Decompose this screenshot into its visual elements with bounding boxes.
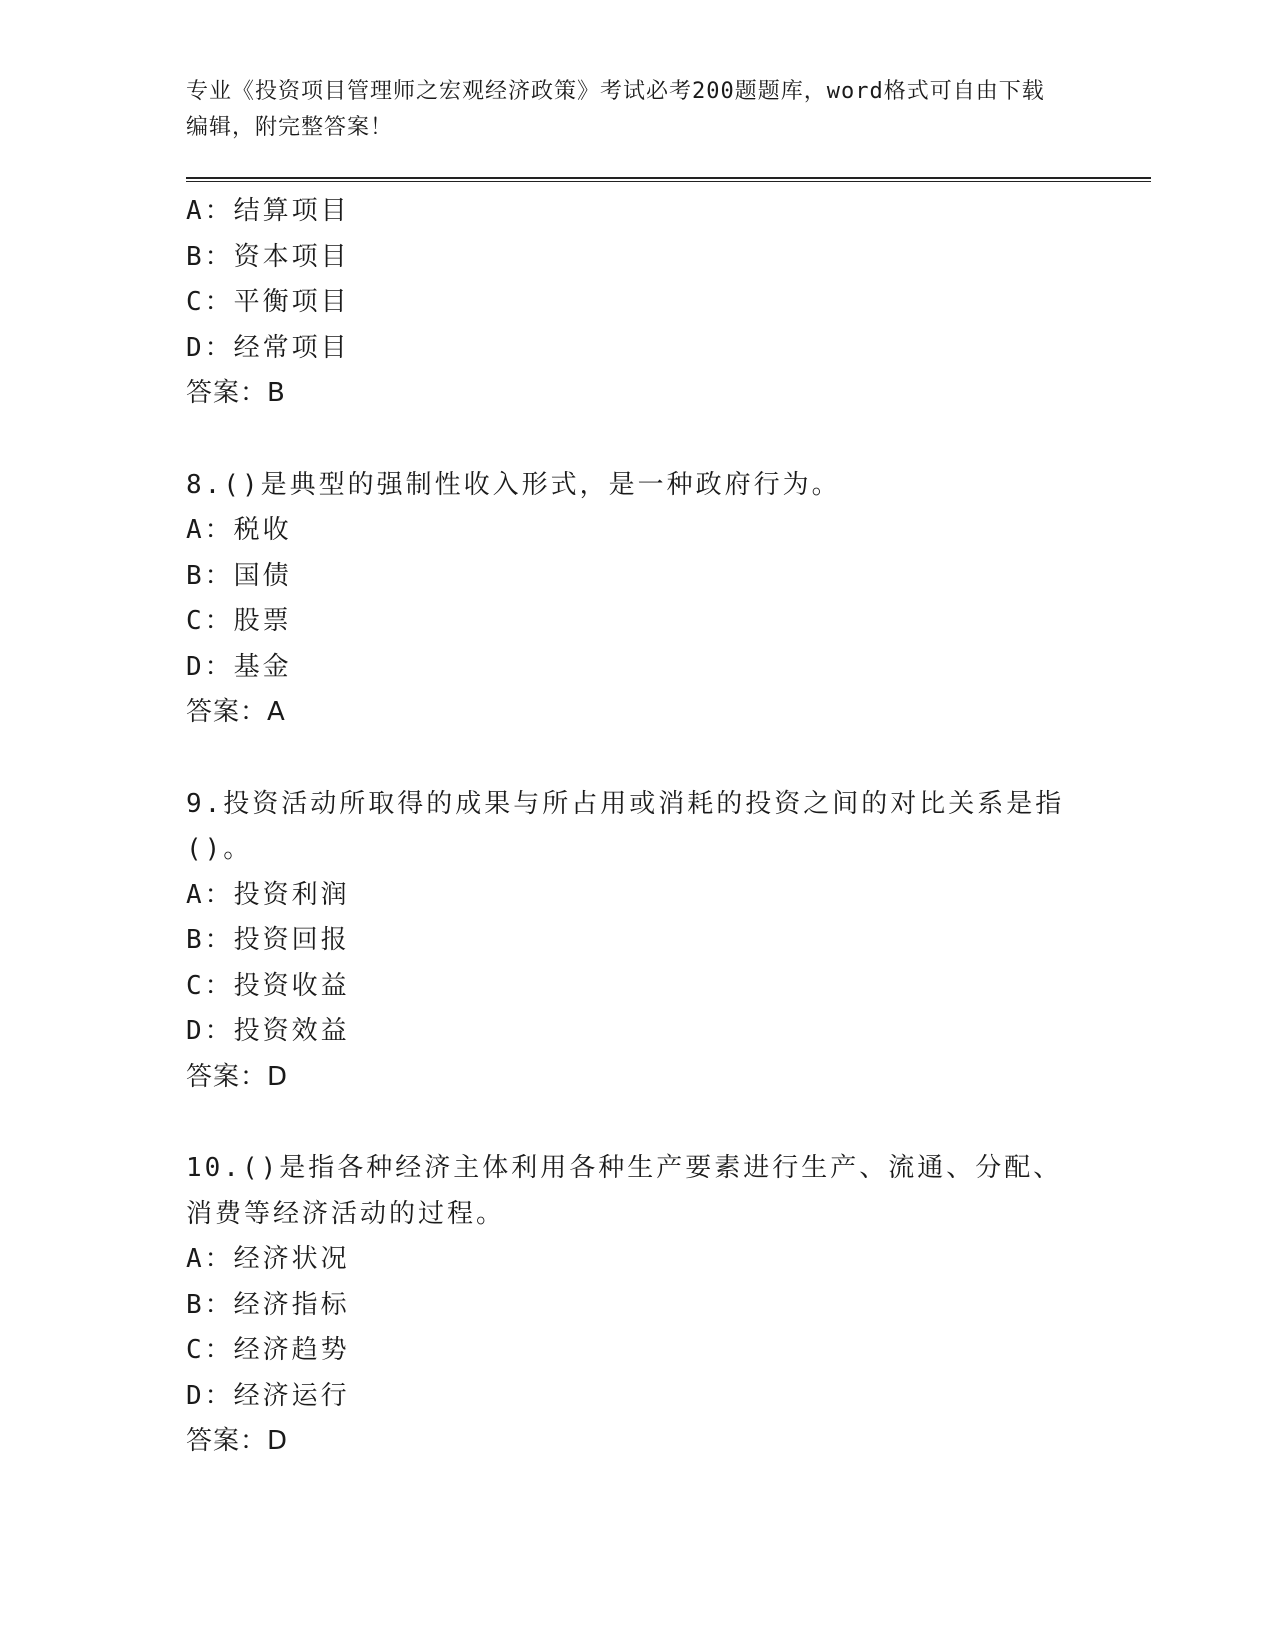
option-c: C：平衡项目 (186, 287, 350, 317)
spacer (186, 1100, 1066, 1146)
document-header: 专业《投资项目管理师之宏观经济政策》考试必考200题题库，word格式可自由下载编辑，附完整答案！ (186, 79, 1045, 140)
question-block (186, 189, 1066, 417)
option-a: A：结算项目 (186, 196, 350, 226)
answer-line: 答案：A (186, 697, 286, 727)
option-b: B：经济指标 (186, 1289, 350, 1320)
question-text: 10.()是指各种经济主体利用各种生产要素进行生产、流通、分配、消费等经济活动的过程。 (186, 1153, 1063, 1229)
answer-line: 答案：D (186, 1061, 289, 1092)
option-a: A：经济状况 (186, 1244, 350, 1274)
option-d: D：基金 (186, 651, 292, 682)
option-a: A：投资利润 (186, 879, 350, 910)
option-b: B：投资回报 (186, 925, 350, 955)
answer-line: 答案：D (186, 1426, 289, 1456)
spacer (186, 417, 1066, 463)
question-block (186, 1146, 1066, 1465)
option-c: C：经济趋势 (186, 1335, 350, 1365)
option-b: B：国债 (186, 560, 292, 591)
header-rule-thin (186, 181, 1151, 182)
option-d: D：投资效益 (186, 1016, 350, 1046)
question-text: 9.投资活动所取得的成果与所占用或消耗的投资之间的对比关系是指()。 (186, 788, 1065, 864)
option-b: B：资本项目 (186, 241, 350, 272)
question-block (186, 782, 1066, 1101)
question-block (186, 463, 1066, 736)
answer-line: 答案：B (186, 378, 286, 408)
option-a: A：税收 (186, 515, 292, 545)
option-c: C：股票 (186, 606, 292, 636)
question-text: 8.()是典型的强制性收入形式，是一种政府行为。 (186, 469, 841, 500)
option-d: D：经济运行 (186, 1380, 350, 1411)
header-rule-thick (186, 177, 1151, 179)
option-c: C：投资收益 (186, 970, 350, 1001)
question-list (186, 189, 1066, 1465)
spacer (186, 736, 1066, 782)
option-d: D：经常项目 (186, 332, 350, 363)
